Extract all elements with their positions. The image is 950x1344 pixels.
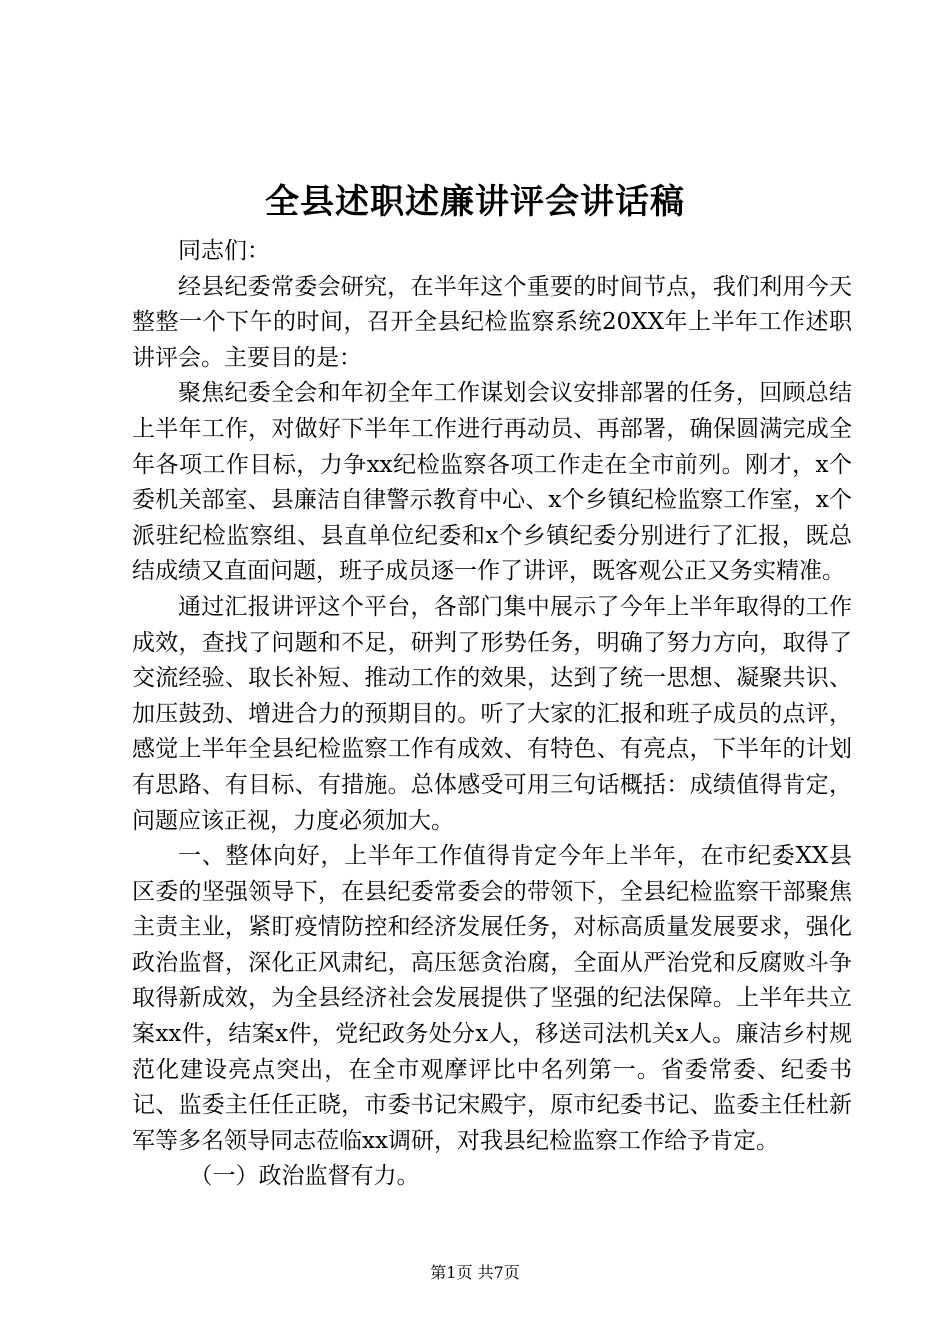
body-paragraph: 通过汇报讲评这个平台，各部门集中展示了今年上半年取得的工作成效，查找了问题和不足，研判了形势任务，明确了努力方向，取得了交流经验、取长补短、推动工作的效果，达到了统一思想、凝聚共识、加压鼓劲、增进合力的预期目的。听了大家的汇报和班子成员的点评，感觉上半年全县纪检监察工作有成效、有特色、有亮点，下半年的计划有思路、有目标、有措施。总体感受可用三句话概括：成绩值得肯定，问题应该正视，力度必须加大。 [132,593,852,834]
salutation-paragraph: 同志们： [178,238,270,264]
document-body [132,234,852,1195]
section-heading: （一）政治监督有力。 [189,1163,420,1190]
body-paragraph: 经县纪委常委会研究，在半年这个重要的时间节点，我们利用今天整整一个下午的时间，召开全县纪检监察系统20XX年上半年工作述职讲评会。主要目的是： [132,273,852,371]
body-paragraph: 一、整体向好，上半年工作值得肯定今年上半年，在市纪委XX县区委的坚强领导下，在县纪委常委会的带领下，全县纪检监察干部聚焦主责主业，紧盯疫情防控和经济发展任务，对标高质量发展要求，强化政治监督，深化正风肃纪，高压惩贪治腐，全面从严治党和反腐败斗争取得新成效，为全县经济社会发展提供了坚强的纪法保障。上半年共立案xx件，结案x件，党纪政务处分x人，移送司法机关x人。廉洁乡村规范化建设亮点突出，在全市观摩评比中名列第一。省委常委、纪委书记、监委主任任正晓，市委书记宋殿宇，原市纪委书记、监委主任杜新军等多名领导同志莅临xx调研，对我县纪检监察工作给予肯定。 [132,843,852,1154]
document-title: 全县述职述廉讲评会讲话稿 [265,182,685,222]
body-paragraph: 聚焦纪委全会和年初全年工作谋划会议安排部署的任务，回顾总结上半年工作，对做好下半年工作进行再动员、再部署，确保圆满完成全年各项工作目标，力争xx纪检监察各项工作走在全市前列。刚才，x个委机关部室、县廉洁自律警示教育中心、x个乡镇纪检监察工作室，x个派驻纪检监察组、县直单位纪委和x个乡镇纪委分别进行了汇报，既总结成绩又直面问题，班子成员逐一作了讲评，既客观公正又务实精准。 [132,380,852,585]
page-footer: 第1页 共7页 [430,1263,520,1282]
